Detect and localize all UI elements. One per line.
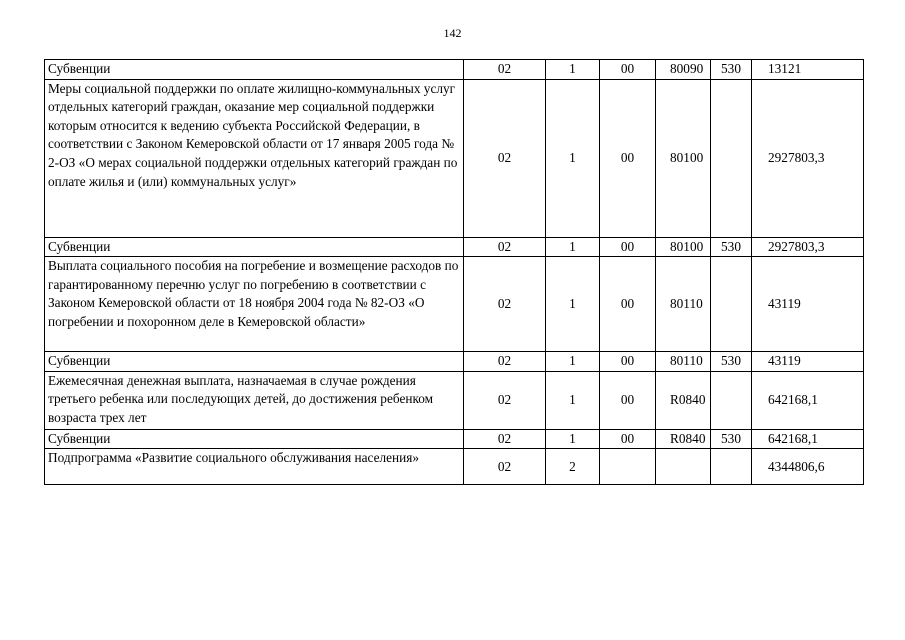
row-subprogram: 1 [546,429,600,449]
row-expense-type: 530 [711,237,752,257]
row-direction [656,449,711,485]
page-number: 142 [443,26,462,40]
row-direction: 80110 [656,352,711,372]
row-subprogram: 1 [546,371,600,429]
row-expense-type [711,257,752,352]
table-row [45,449,864,485]
row-section: 02 [464,79,546,237]
row-subprogram: 1 [546,79,600,237]
budget-table [44,59,864,485]
table-row [45,237,864,257]
row-section: 02 [464,429,546,449]
row-amount: 4344806,6 [752,449,864,485]
row-amount: 2927803,3 [752,79,864,237]
row-name: Субвенции [45,352,464,372]
row-name: Субвенции [45,429,464,449]
row-main-event: 00 [600,257,656,352]
row-subprogram: 2 [546,449,600,485]
row-amount: 642168,1 [752,371,864,429]
row-amount: 2927803,3 [752,237,864,257]
row-subprogram: 1 [546,257,600,352]
row-main-event: 00 [600,429,656,449]
table-row [45,352,864,372]
row-section: 02 [464,60,546,80]
table-row [45,257,864,352]
row-subprogram: 1 [546,237,600,257]
table-row [45,429,864,449]
row-name: Субвенции [45,60,464,80]
row-subprogram: 1 [546,60,600,80]
row-name: Выплата социального пособия на погребение и возмещение расходов по гарантированному перечню услуг по погребению в соответствии с Законом Кемеровской области от 18 ноября 2004 года № 82-ОЗ «О погребении и похоронном деле в Кемеровской области» [45,257,464,352]
row-section: 02 [464,449,546,485]
row-expense-type [711,371,752,429]
row-amount: 13121 [752,60,864,80]
row-direction: 80090 [656,60,711,80]
row-direction: R0840 [656,371,711,429]
row-direction: 80100 [656,79,711,237]
row-amount: 43119 [752,352,864,372]
row-name: Ежемесячная денежная выплата, назначаемая в случае рождения третьего ребенка или последующих детей, до достижения ребенком возраста трех лет [45,371,464,429]
row-section: 02 [464,257,546,352]
row-section: 02 [464,352,546,372]
row-expense-type: 530 [711,352,752,372]
row-direction: 80100 [656,237,711,257]
row-expense-type [711,449,752,485]
row-name: Субвенции [45,237,464,257]
row-subprogram: 1 [546,352,600,372]
row-section: 02 [464,237,546,257]
row-section: 02 [464,371,546,429]
row-name: Подпрограмма «Развитие социального обслуживания населения» [45,449,464,485]
row-direction: R0840 [656,429,711,449]
row-expense-type [711,79,752,237]
row-main-event: 00 [600,60,656,80]
row-expense-type: 530 [711,429,752,449]
row-main-event [600,449,656,485]
row-amount: 43119 [752,257,864,352]
row-name: Меры социальной поддержки по оплате жилищно-коммунальных услуг отдельных категорий граждан, оказание мер социальной поддержки которым относится к ведению субъекта Российской Федерации, в соответствии с Законом Кемеровской области от 17 января 2005 года № 2-ОЗ «О мерах социальной поддержки отдельных категорий граждан по оплате жилья и (или) коммунальных услуг» [45,79,464,237]
table-row [45,60,864,80]
row-main-event: 00 [600,371,656,429]
row-amount: 642168,1 [752,429,864,449]
row-main-event: 00 [600,79,656,237]
table-row [45,79,864,237]
row-main-event: 00 [600,237,656,257]
row-main-event: 00 [600,352,656,372]
table-row [45,371,864,429]
row-direction: 80110 [656,257,711,352]
row-expense-type: 530 [711,60,752,80]
